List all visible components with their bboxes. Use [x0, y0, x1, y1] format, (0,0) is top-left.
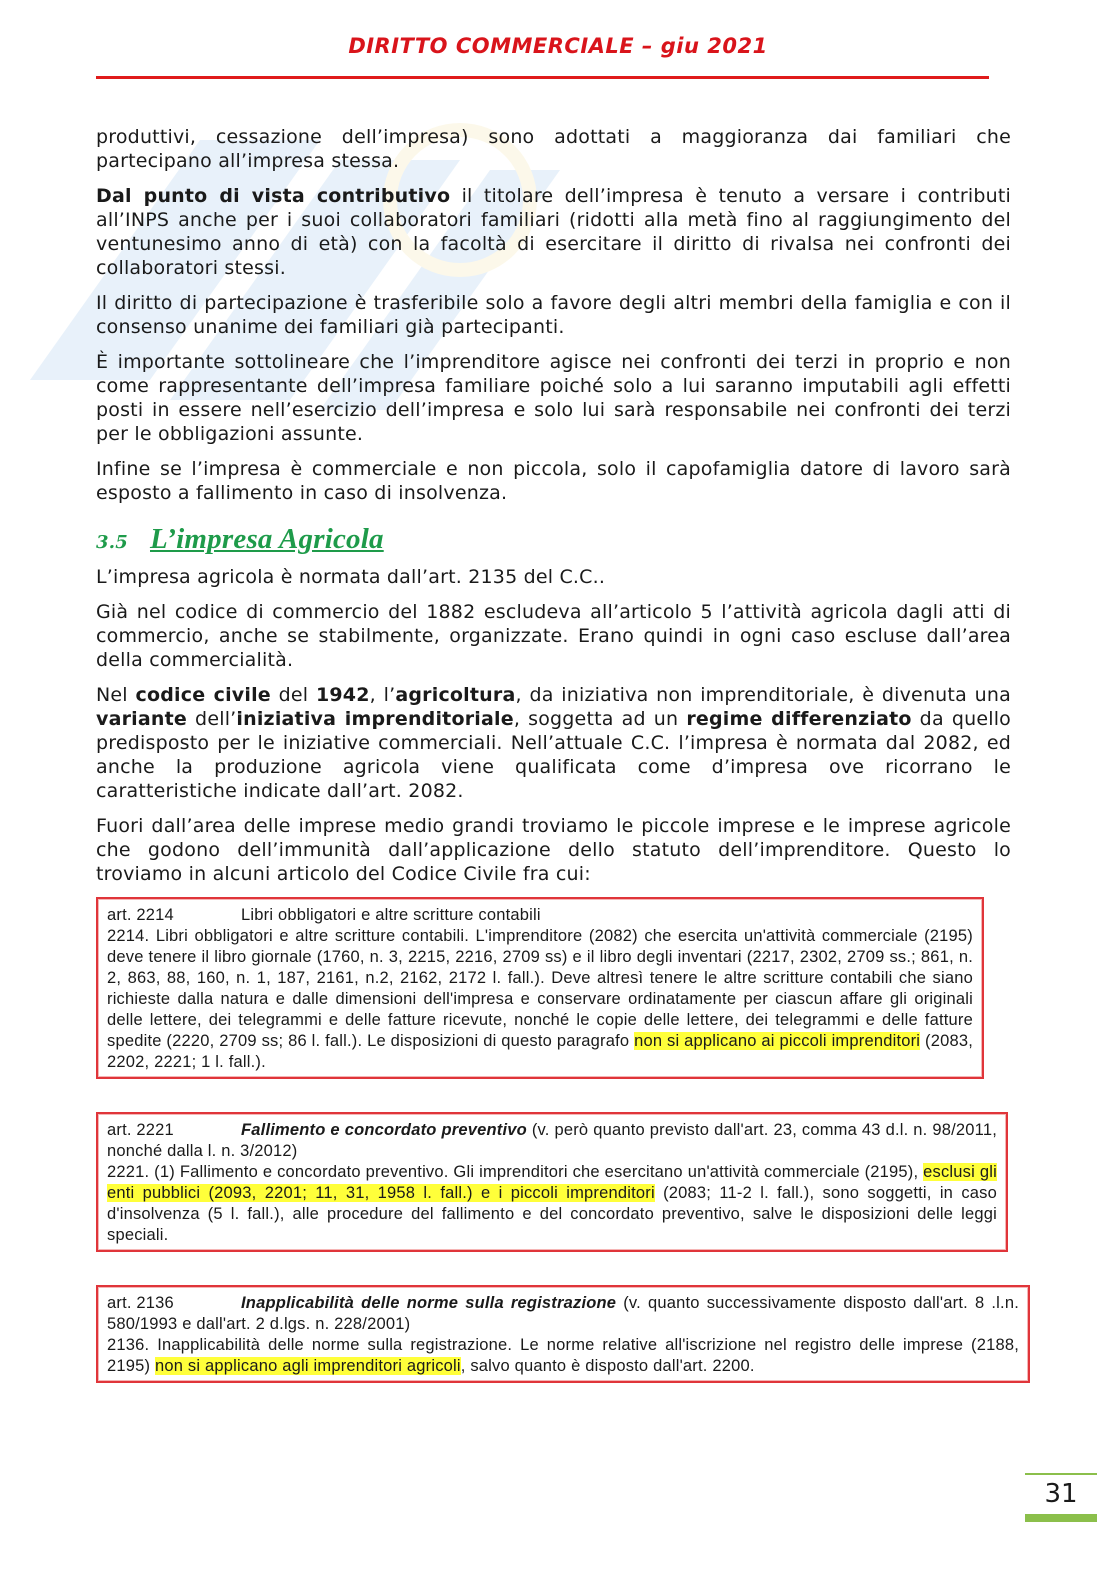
highlighted-text: esclusi gli enti pubblici (2093, 2201; 11, 31, 1958 l. fall.) e i piccoli imprenditori [107, 1163, 997, 1202]
paragraph: Già nel codice di commercio del 1882 escludeva all’articolo 5 l’attività agricola dagli atti di commercio, anche se stabilmente, organizzate. Erano quindi in ogni caso escluse dall’area della commercialità. [96, 601, 1011, 671]
paragraph: È importante sottolineare che l’imprenditore agisce nei confronti dei terzi in proprio e non come rappresentante dell’impresa familiare poiché solo a lui saranno imputabili agli effetti posti in essere nell’esercizio dell’impresa e solo lui sarà responsabile nei confronti dei terzi per le obbligazioni assunte. [96, 351, 1011, 445]
highlighted-text: non si applicano agli imprenditori agricoli [155, 1357, 461, 1375]
page-number: 31 [1044, 1479, 1078, 1509]
article-number: art. 2136 [107, 1294, 174, 1312]
article-note: (v. quanto successivamente disposto dall'art. 8 .l.n. 580/1993 e dall'art. 2 d.lgs. n. 228/2001) [107, 1294, 1019, 1333]
article-title: Libri obbligatori e altre scritture contabili [241, 906, 541, 924]
page-number-bar [1025, 1514, 1097, 1522]
article-number: art. 2221 [107, 1121, 174, 1139]
article-heading [107, 1293, 1019, 1335]
article-note: (v. però quanto previsto dall'art. 23, comma 43 d.l. n. 98/2011, nonché dalla l. n. 3/2012) [107, 1121, 997, 1160]
article-body: 2214. Libri obbligatori e altre scritture contabili. L'imprenditore (2082) che esercita un'attività commerciale (2195) deve tenere il libro giornale (1760, n. 3, 2215, 2216, 2709 ss) e il libro degli inventari (2217, 2302, 2709 ss.; 861, n. 2, 863, 88, 160, n. 1, 187, 2161, n.2, 2162, 2172 l. fall.). Deve altresì tenere le altre scritture contabili che siano richieste dalla natura e dalle dimensioni dell'impresa e conservare ordinatamente per ciascun affare gli originali delle lettere, dei telegrammi e delle fatture ricevute, nonché le copie delle lettere, dei telegrammi e delle fatture spedite (2220, 2709 ss; 86 l. fall.). Le disposizioni di questo paragrafo non si applicano ai piccoli imprenditori (2083, 2202, 2221; 1 l. fall.). [107, 927, 973, 1071]
article-heading [107, 905, 973, 926]
page-body [96, 125, 1019, 1383]
law-box-art-2221 [96, 1112, 1008, 1252]
article-title: Inapplicabilità delle norme sulla registrazione [241, 1294, 617, 1312]
paragraph: Infine se l’impresa è commerciale e non piccola, solo il capofamiglia datore di lavoro sarà esposto a fallimento in caso di insolvenza. [96, 458, 1011, 504]
paragraph: Fuori dall’area delle imprese medio grandi troviamo le piccole imprese e le imprese agricole che godono dell’immunità dall’applicazione dello statuto dell’imprenditore. Questo lo troviamo in alcuni articolo del Codice Civile fra cui: [96, 815, 1011, 885]
paragraph: L’impresa agricola è normata dall’art. 2135 del C.C.. [96, 566, 606, 588]
article-number: art. 2214 [107, 906, 174, 924]
page-header-title: DIRITTO COMMERCIALE – giu 2021 [348, 34, 768, 58]
paragraph: Nel codice civile del 1942, l’agricoltura, da iniziativa non imprenditoriale, è divenuta una variante dell’iniziativa imprenditoriale, soggetta ad un regime differenziato da quello predisposto per le iniziative commerciali. Nell’attuale C.C. l’impresa è normata dal 2082, ed anche la produzione agricola viene qualificata come d’impresa ove ricorrano le caratteristiche indicate dall’art. 2082. [96, 684, 1012, 802]
bold-phrase: Dal punto di vista contributivo [96, 185, 451, 207]
article-heading [107, 1120, 997, 1162]
law-box-art-2214 [96, 897, 984, 1079]
paragraph: produttivi, cessazione dell’impresa) sono adottati a maggioranza dai familiari che partecipano all’impresa stessa. [96, 126, 1011, 172]
header-divider [96, 76, 989, 79]
section-title: L’impresa Agricola [150, 523, 384, 555]
section-number: 3.5 [96, 532, 128, 553]
article-body: 2136. Inapplicabilità delle norme sulla registrazione. Le norme relative all'iscrizione nel registro delle imprese (2188, 2195) non si applicano agli imprenditori agricoli, salvo quanto è disposto dall'art. 2200. [107, 1336, 1019, 1375]
paragraph: Il diritto di partecipazione è trasferibile solo a favore degli altri membri della famiglia e con il consenso unanime dei familiari già partecipanti. [96, 292, 1011, 338]
section-heading [96, 523, 1011, 555]
law-box-art-2136 [96, 1285, 1030, 1383]
paragraph: Dal punto di vista contributivo il titolare dell’impresa è tenuto a versare i contributi all’INPS anche per i suoi collaboratori familiari (ridotti alla metà fino al raggiungimento del ventunesimo anno di età) con la facoltà di esercitare il diritto di rivalsa nei confronti dei collaboratori stessi. [96, 185, 1011, 279]
highlighted-text: non si applicano ai piccoli imprenditori [634, 1032, 921, 1050]
article-body: 2221. (1) Fallimento e concordato preventivo. Gli imprenditori che esercitano un'attività commerciale (2195), esclusi gli enti pubblici (2093, 2201; 11, 31, 1958 l. fall.) e i piccoli imprenditori (2083; 11-2 l. fall.), sono soggetti, in caso d'insolvenza (5 l. fall.), alle procedure del fallimento e del concordato preventivo, salve le disposizioni delle leggi speciali. [107, 1163, 997, 1244]
article-title: Fallimento e concordato preventivo [241, 1121, 527, 1139]
